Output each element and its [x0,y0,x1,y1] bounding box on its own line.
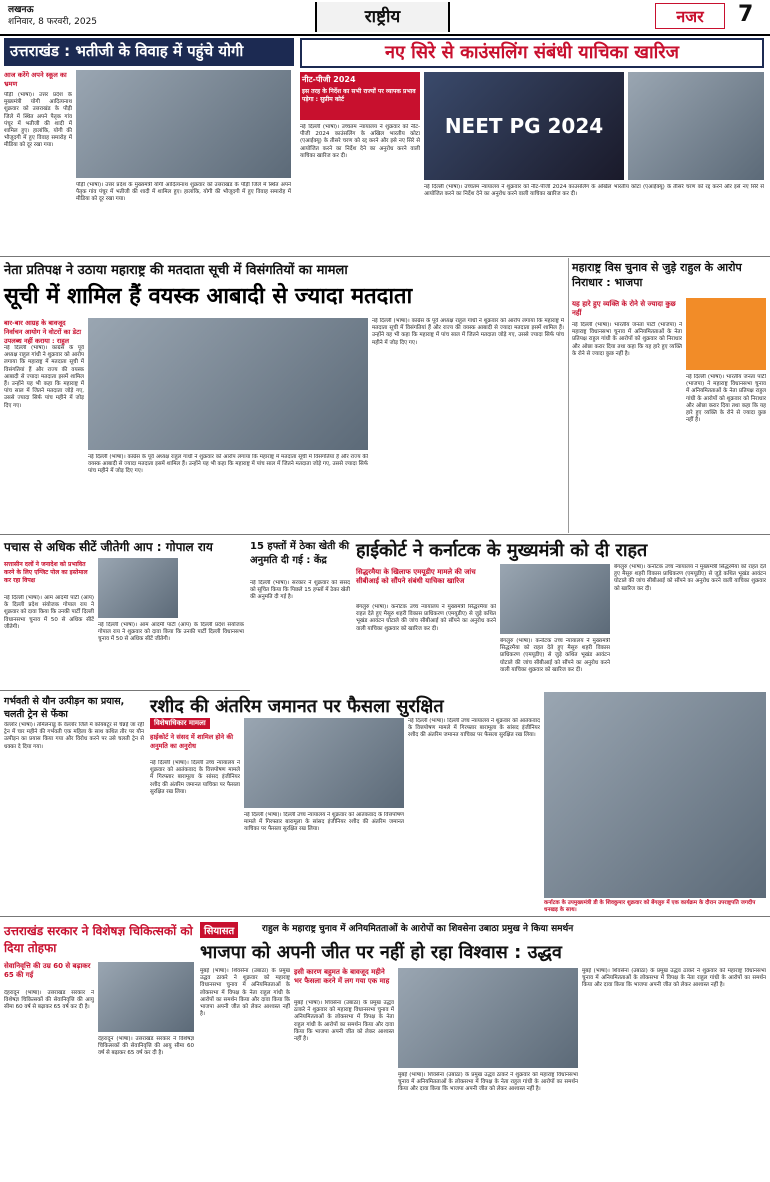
article-1-title: उत्तराखंड : भतीजी के विवाह में पहुंचे योगी [4,38,294,66]
article-2-photo: NEET PG 2024 [424,72,624,180]
article-9-body: नई दिल्ली (भाषा)। दिल्ली उच्च न्यायालय ने शुक्रवार को आतंकवाद के वित्तपोषण मामले में गिरफ्तार बारामूला के सांसद इंजीनियर रशीद की अंतरिम जमानत याचिका पर फैसला सुरक्षित रख लिया। [150,760,240,795]
article-5-body-cont: नई दिल्ली (भाषा)। आम आदमी पार्टी (आप) के दिल्ली प्रदेश संयोजक गोपाल राय ने शुक्रवार को दावा किया कि उनकी पार्टी दिल्ली विधानसभा चुनाव में 50 से अधिक सीटें जीतेगी। [98,622,244,643]
article-9-kicker: हाईकोर्ट ने संसद में शामिल होने की अनुमति का अनुरोध [150,733,234,750]
article-11-body: मुंबई (भाषा)। शिवसेना (उबाठा) के प्रमुख उद्धव ठाकरे ने शुक्रवार को महाराष्ट्र विधानसभा चुनाव में अनियमितताओं के लोकसभा में विपक्ष के नेता राहुल गांधी के आरोपों का समर्थन किया और दावा किया कि भाजपा अपनी जीत को लेकर आश्वस्त नहीं है। [200,968,290,1018]
section-title: राष्ट्रीय [315,2,450,32]
divider [0,34,770,36]
article-3-photo [88,318,368,450]
article-9-title: रशीद की अंतरिम जमानत पर फैसला सुरक्षित [150,696,444,717]
article-11-head: भाजपा को अपनी जीत पर नहीं हो रहा विश्वास : उद्धव [200,942,562,963]
article-3-title: नेता प्रतिपक्ष ने उठाया महाराष्ट्र की मतदाता सूची में विसंगतियों का मामला [4,263,348,278]
page-number: 7 [738,2,754,27]
divider [0,916,770,917]
article-7-kicker: सिद्धरमैया के खिलाफ एमयूडीए मामले की जांच सीबीआई को सौंपने संबंधी याचिका खारिज [356,568,476,585]
article-4-body: नई दिल्ली (भाषा)। भारतीय जनता पार्टी (भाजपा) ने महाराष्ट्र विधानसभा चुनाव में अनियमितताओं के नेता प्रतिपक्ष राहुल गांधी के आरोपों को शुक्रवार को निराधार और ओछा करार दिया तथा कहा कि यह हारे हुए व्यक्ति के रोने से ज्यादा कुछ नहीं है। [572,322,682,357]
article-2-sub: इस तरह के निर्देश का सभी राज्यों पर व्यापक प्रभाव पड़ेगा : सुप्रीम कोर्ट [302,88,416,103]
city: लखनऊ [8,5,34,15]
divider [0,256,770,257]
article-1-body-cont: पौड़ी (भाषा)। उत्तर प्रदेश के मुख्यमंत्री योगी आदित्यनाथ शुक्रवार को उत्तराखंड के पौड़ी जिले में स्थित अपने पैतृक गांव पंचूर में भतीजी की शादी में शामिल हुए। हालांकि, योगी की भौजूदगी में हुए विवाह समारोह में मीडिया को दूर रखा गया। [76,182,291,203]
article-2-photo-2 [628,72,764,180]
date: शनिवार, 8 फरवरी, 2025 [8,17,98,27]
article-7-title: हाईकोर्ट ने कर्नाटक के मुख्यमंत्री को दी राहत [356,540,648,561]
article-7-photo [500,564,610,634]
bjp-logo-photo [686,298,766,370]
article-2-title: नए सिरे से काउंसलिंग संबंधी याचिका खारिज [300,38,764,68]
article-11-tag: सियासत [200,922,238,938]
article-3-body: नई दिल्ली (भाषा)। कांग्रेस के पूर्व अध्यक्ष राहुल गांधी ने शुक्रवार को आरोप लगाया कि महाराष्ट्र में मतदाता सूची में विसंगतियां हैं और राज्य की वयस्क आबादी से ज्यादा मतदाता इसमें शामिल हैं। उन्होंने यह भी कहा कि महाराष्ट्र में पांच साल में जितने मतदाता जोड़े गए, उससे ज्यादा सिर्फ पांच महीने में जोड़ दिए गए। [4,345,84,409]
article-11-body-cont: मुंबई (भाषा)। शिवसेना (उबाठा) के प्रमुख उद्धव ठाकरे ने शुक्रवार को महाराष्ट्र विधानसभा चुनाव में अनियमितताओं के लोकसभा में विपक्ष के नेता राहुल गांधी के आरोपों का समर्थन किया और दावा किया कि भाजपा अपनी जीत को लेकर आश्वस्त नहीं है। [294,1000,394,1043]
article-3-kicker: बार-बार आग्रह के बावजूद निर्वाचन आयोग ने वोटरों का डेटा उपलब्ध नहीं कराया : राहुल [4,319,82,345]
article-11-photo [398,968,578,1068]
article-3-body-cont-2: नई दिल्ली (भाषा)। कांग्रेस के पूर्व अध्यक्ष राहुल गांधी ने शुक्रवार को आरोप लगाया कि महाराष्ट्र में मतदाता सूची में विसंगतियां हैं और राज्य की वयस्क आबादी से ज्यादा मतदाता इसमें शामिल हैं। उन्होंने यह भी कहा कि महाराष्ट्र में पांच साल में जितने मतदाता जोड़े गए, उससे ज्यादा सिर्फ पांच महीने में जोड़ दिए गए। [372,318,564,346]
article-7-body: बेंगलुरु (भाषा)। कर्नाटक उच्च न्यायालय ने मुख्यमंत्री सिद्धरमैया को राहत देते हुए मैसूरु शहरी विकास प्राधिकरण (एमयूडीए) से जुड़े कथित भूखंड आवंटन घोटाले की जांच सीबीआई को सौंपने का अनुरोध करने वाली याचिका शुक्रवार को खारिज कर दी। [356,604,496,632]
article-10-caption: कर्नाटक के उपमुख्यमंत्री डी के शिवकुमार शुक्रवार को बेंगलुरु में एक कार्यक्रम के दौरान उपराष्ट्रपति जगदीप धनखड़ के साथ। [544,900,756,913]
article-1-photo [76,70,291,178]
article-5-title: पचास से अधिक सीटें जीतेगी आप : गोपाल राय [4,540,213,554]
article-7-body-cont-2: बेंगलुरु (भाषा)। कर्नाटक उच्च न्यायालय ने मुख्यमंत्री सिद्धरमैया को राहत देते हुए मैसूरु शहरी विकास प्राधिकरण (एमयूडीए) से जुड़े कथित भूखंड आवंटन घोटाले की जांच सीबीआई को सौंपने का अनुरोध करने वाली याचिका शुक्रवार को खारिज कर दी। [500,638,610,673]
divider [0,690,250,691]
article-5-body: नई दिल्ली (भाषा)। आम आदमी पार्टी (आप) के दिल्ली प्रदेश संयोजक गोपाल राय ने शुक्रवार को दावा किया कि उनकी पार्टी दिल्ली विधानसभा चुनाव में 50 से अधिक सीटें जीतेगी। [4,595,94,630]
article-3-body-cont: नई दिल्ली (भाषा)। कांग्रेस के पूर्व अध्यक्ष राहुल गांधी ने शुक्रवार को आरोप लगाया कि महाराष्ट्र में मतदाता सूची में विसंगतियां हैं और राज्य की वयस्क आबादी से ज्यादा मतदाता इसमें शामिल हैं। उन्होंने यह भी कहा कि महाराष्ट्र में पांच साल में जितने मतदाता जोड़े गए, उससे ज्यादा सिर्फ पांच महीने में जोड़ दिए गए। [88,454,368,475]
article-10-photo [544,692,766,898]
article-11-kicker: इसी कारण बहुमत के बावजूद महीने भर फैसला करने में लग गया एक माह [294,968,390,985]
article-2-body: नई दिल्ली (भाषा)। उच्चतम न्यायालय ने शुक्रवार को नीट-पीजी 2024 काउंसलिंग के अखिल भारतीय कोटा (एआईक्यू) के तीसरे चरण को रद्द करने और इसे नए सिरे से आयोजित करने का निर्देश देने का अनुरोध करने वाली याचिका खारिज कर दी। [300,124,420,159]
article-9-body-cont-2: नई दिल्ली (भाषा)। दिल्ली उच्च न्यायालय ने शुक्रवार को आतंकवाद के वित्तपोषण मामले में गिरफ्तार बारामूला के सांसद इंजीनियर रशीद की अंतरिम जमानत याचिका पर फैसला सुरक्षित रख लिया। [408,718,540,739]
article-5-photo [98,558,178,618]
article-1-kicker: आज करेंगे अपने स्कूल का भ्रमण [4,71,67,88]
article-8-body: वेल्लोर (भाषा)। तमिलनाडु के वेल्लोर जिले में कोयंबटूर से चेन्नई जा रही ट्रेन में चार महीने की गर्भवती एक महिला के साथ कथित तौर पर यौन उत्पीड़न का प्रयास किया गया और विरोध करने पर उसे चलती ट्रेन से धक्का दे दिया गया। [4,722,144,750]
article-2-body-cont: नई दिल्ली (भाषा)। उच्चतम न्यायालय ने शुक्रवार को नीट-पीजी 2024 काउंसलिंग के अखिल भारतीय कोटा (एआईक्यू) के तीसरे चरण को रद्द करने और इसे नए सिरे से आयोजित करने का निर्देश देने का अनुरोध करने वाली याचिका खारिज कर दी। [424,184,764,198]
article-6-body: नई दिल्ली (भाषा)। सरकार ने शुक्रवार को संसद को सूचित किया कि पिछले 15 हफ्तों में ठेका खेती की अनुमति दी गई है। [250,580,350,601]
article-9-photo [244,718,404,808]
article-9-tag: विशेषाधिकार मामला [150,718,210,729]
article-7-body-cont: बेंगलुरु (भाषा)। कर्नाटक उच्च न्यायालय ने मुख्यमंत्री सिद्धरमैया को राहत देते हुए मैसूरु शहरी विकास प्राधिकरण (एमयूडीए) से जुड़े कथित भूखंड आवंटन घोटाले की जांच सीबीआई को सौंपने का अनुरोध करने वाली याचिका शुक्रवार को खारिज कर दी। [614,564,766,592]
article-12-photo [98,962,194,1032]
article-11-body-cont-2: मुंबई (भाषा)। शिवसेना (उबाठा) के प्रमुख उद्धव ठाकरे ने शुक्रवार को महाराष्ट्र विधानसभा चुनाव में अनियमितताओं के लोकसभा में विपक्ष के नेता राहुल गांधी के आरोपों का समर्थन किया और दावा किया कि भाजपा अपनी जीत को लेकर आश्वस्त नहीं है। [398,1072,578,1093]
article-12-title: उत्तराखंड सरकार ने विशेषज्ञ चिकित्सकों को दिया तोहफा [4,924,193,955]
divider [568,258,569,533]
article-2-kicker-box [300,72,420,120]
article-6-title: 15 हफ्तों में ठेका खेती की अनुमति दी गई : केंद्र [250,541,350,566]
divider [0,534,770,535]
article-4-body-cont: नई दिल्ली (भाषा)। भारतीय जनता पार्टी (भाजपा) ने महाराष्ट्र विधानसभा चुनाव में अनियमितताओं के नेता प्रतिपक्ष राहुल गांधी के आरोपों को शुक्रवार को निराधार और ओछा करार दिया तथा कहा कि यह हारे हुए व्यक्ति के रोने से ज्यादा कुछ नहीं है। [686,374,766,424]
article-12-body: देहरादून (भाषा)। उत्तराखंड सरकार ने विशेषज्ञ चिकित्सकों की सेवानिवृत्ति की आयु सीमा 60 वर्ष से बढ़ाकर 65 वर्ष कर दी है। [4,990,94,1011]
article-2-kicker: नीट-पीजी 2024 [302,75,356,84]
article-4-kicker: यह हारे हुए व्यक्ति के रोने से ज्यादा कुछ नहीं [572,300,676,317]
article-12-body-cont: देहरादून (भाषा)। उत्तराखंड सरकार ने विशेषज्ञ चिकित्सकों की सेवानिवृत्ति की आयु सीमा 60 वर्ष से बढ़ाकर 65 वर्ष कर दी है। [98,1036,194,1057]
article-4-title: महाराष्ट्र विस चुनाव से जुड़े राहुल के आरोप निराधार : भाजपा [572,261,742,289]
article-3-banner: सूची में शामिल हैं वयस्क आबादी से ज्यादा मतदाता [4,284,413,309]
article-9-body-cont: नई दिल्ली (भाषा)। दिल्ली उच्च न्यायालय ने शुक्रवार को आतंकवाद के वित्तपोषण मामले में गिरफ्तार बारामूला के सांसद इंजीनियर रशीद की अंतरिम जमानत याचिका पर फैसला सुरक्षित रख लिया। [244,812,404,833]
article-11-title: राहुल के महाराष्ट्र चुनाव में अनियमितताओं के आरोपों का शिवसेना उबाठा प्रमुख ने किया समर्थन [262,924,574,934]
article-8-title: गर्भवती से यौन उत्पीड़न का प्रयास, चलती ट्रेन से फेंका [4,696,125,720]
article-11-body-cont-3: मुंबई (भाषा)। शिवसेना (उबाठा) के प्रमुख उद्धव ठाकरे ने शुक्रवार को महाराष्ट्र विधानसभा चुनाव में अनियमितताओं के लोकसभा में विपक्ष के नेता राहुल गांधी के आरोपों का समर्थन किया और दावा किया कि भाजपा अपनी जीत को लेकर आश्वस्त नहीं है। [582,968,766,989]
article-1-body: पौड़ी (भाषा)। उत्तर प्रदेश के मुख्यमंत्री योगी आदित्यनाथ शुक्रवार को उत्तराखंड के पौड़ी जिले में स्थित अपने पैतृक गांव पंचूर में भतीजी की शादी में शामिल हुए। हालांकि, योगी की भौजूदगी में हुए विवाह समारोह में मीडिया को दूर रखा गया। [4,92,72,149]
article-12-kicker: सेवानिवृत्ति की उम्र 60 से बढ़ाकर 65 की गई [4,962,91,979]
article-5-kicker: सत्तासीन दलों ने जनादेश को प्रभावित करने के लिए एग्जिट पोल का इस्तेमाल कर रहा विपक्ष [4,561,88,584]
logo: नजर [655,3,725,29]
masthead-meta [8,4,97,28]
